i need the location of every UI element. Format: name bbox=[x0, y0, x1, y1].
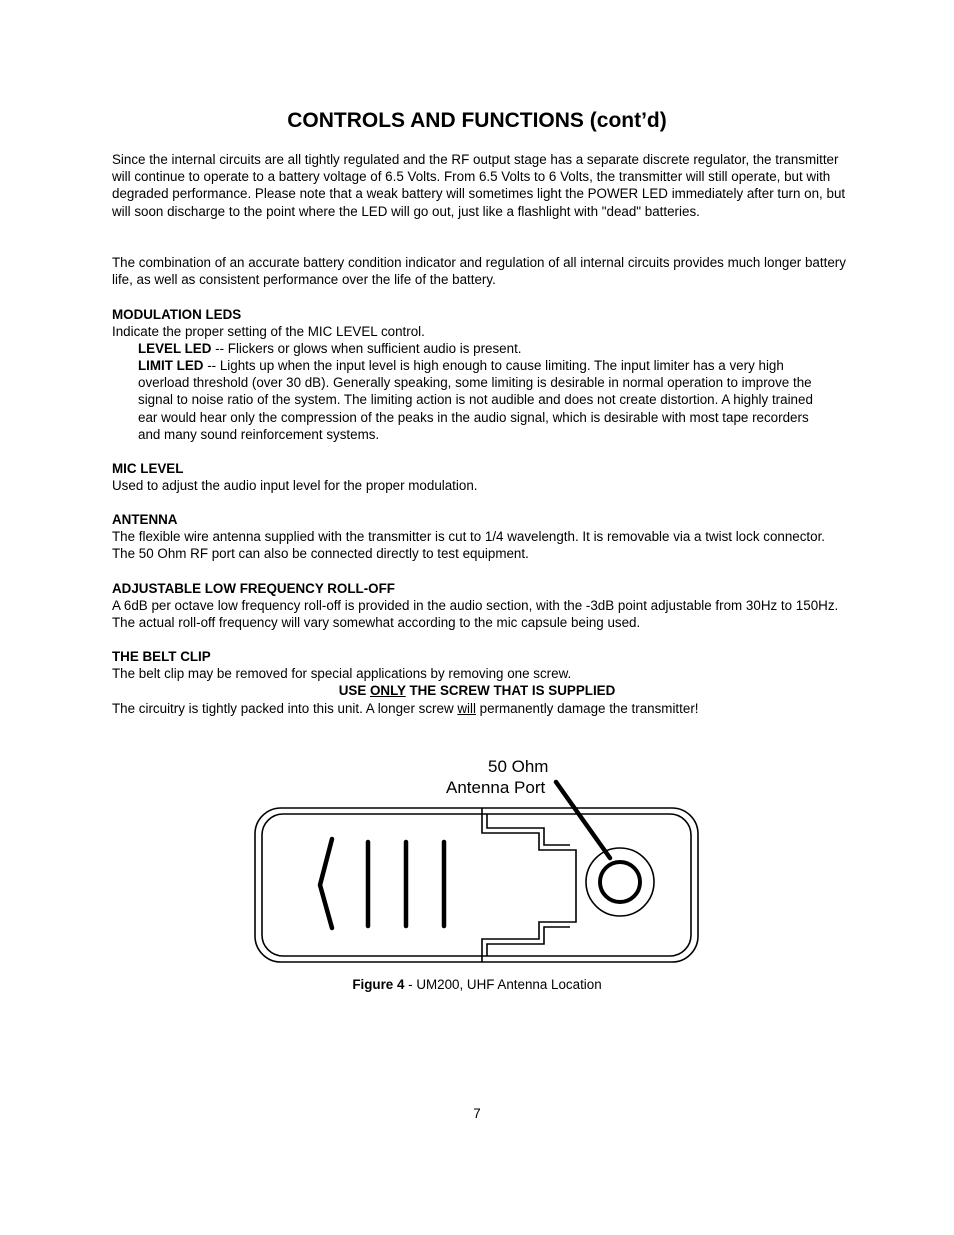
transmitter-outline-inner bbox=[262, 814, 691, 956]
antenna-heading: ANTENNA bbox=[112, 512, 178, 527]
antenna-port-label-line1: 50 Ohm bbox=[488, 757, 549, 776]
page-title: CONTROLS AND FUNCTIONS (cont’d) bbox=[287, 109, 667, 132]
clip-notch bbox=[482, 808, 576, 962]
antenna-section bbox=[112, 511, 847, 563]
antenna-port-ring bbox=[586, 848, 654, 916]
clip-notch-inner-bottom bbox=[487, 927, 570, 956]
limit-led-item bbox=[138, 357, 828, 443]
warning-post: THE SCREW THAT IS SUPPLIED bbox=[405, 683, 616, 698]
intro-paragraph-1 bbox=[112, 151, 847, 220]
limit-led-text: -- Lights up when the input level is high enough to cause limiting. The input limiter has a very high overload threshold (over 30 dB). Generally speaking, some limiting is desirable in normal operation to improve the signal to noise ratio of the system. The limiting action is not audible and does not create distortion. A highly trained ear would hear only the compression of the peaks in the audio signal, which is desirable with most tape recorders and many sound reinforcement systems. bbox=[138, 358, 813, 442]
level-led-text: -- Flickers or glows when sufficient audio is present. bbox=[211, 341, 522, 356]
warning-pre: USE bbox=[338, 683, 370, 698]
antenna-text: The flexible wire antenna supplied with the transmitter is cut to 1/4 wavelength. It is removable via a twist lock connector. The 50 Ohm RF port can also be connected directly to test equipment. bbox=[112, 529, 826, 562]
modulation-section bbox=[112, 306, 847, 340]
intro-text-2: The combination of an accurate battery condition indicator and regulation of all internal circuits provides much longer battery life, as well as consistent performance over the life of the battery. bbox=[112, 255, 846, 288]
note-pre: The circuitry is tightly packed into this unit. A longer screw bbox=[112, 701, 458, 716]
figure-caption bbox=[0, 976, 954, 993]
mic-level-section bbox=[112, 460, 847, 494]
antenna-port-icon bbox=[600, 862, 640, 902]
chevron-left-icon bbox=[320, 839, 332, 928]
mic-level-text: Used to adjust the audio input level for the proper modulation. bbox=[112, 478, 478, 494]
belt-clip-section bbox=[112, 648, 847, 682]
figure-caption-text: - UM200, UHF Antenna Location bbox=[404, 977, 602, 992]
intro-paragraph-2 bbox=[112, 254, 847, 288]
transmitter-diagram bbox=[250, 752, 710, 972]
mic-level-heading: MIC LEVEL bbox=[112, 461, 184, 476]
warning-only: ONLY bbox=[369, 683, 406, 698]
intro-text-1: Since the internal circuits are all tightly regulated and the RF output stage has a separate discrete regulator, the transmitter will continue to operate to a battery voltage of 6.5 Volts. From 6.5 Volts to 6 Volts, the transmitter will still operate, but with degraded performance. Please note that a weak battery will sometimes light the POWER LED immediately after turn on, but will soon discharge to the point where the LED will go out, just like a flashlight with "dead" batteries. bbox=[112, 152, 846, 219]
level-led-label: LEVEL LED bbox=[138, 341, 212, 356]
screw-warning bbox=[0, 682, 954, 699]
belt-clip-heading: THE BELT CLIP bbox=[112, 649, 211, 664]
rolloff-section bbox=[112, 580, 847, 632]
note-post: permanently damage the transmitter! bbox=[475, 701, 699, 716]
clip-notch-inner-top bbox=[487, 814, 570, 845]
limit-led-label: LIMIT LED bbox=[138, 358, 204, 373]
screw-note bbox=[112, 700, 847, 717]
antenna-port-label-line2: Antenna Port bbox=[446, 778, 546, 797]
modulation-heading: MODULATION LEDS bbox=[112, 307, 242, 322]
rolloff-text: A 6dB per octave low frequency roll-off is provided in the audio section, with the -3dB point adjustable from 30Hz to 150Hz. The actual roll-off frequency will vary somewhat according to the mic capsule being used. bbox=[112, 598, 839, 631]
modulation-text: Indicate the proper setting of the MIC LEVEL control. bbox=[112, 324, 425, 340]
note-will: will bbox=[457, 701, 476, 716]
rolloff-heading: ADJUSTABLE LOW FREQUENCY ROLL-OFF bbox=[112, 581, 395, 596]
page-number: 7 bbox=[473, 1106, 481, 1121]
level-led-item bbox=[138, 340, 828, 357]
antenna-port-leader-line bbox=[556, 782, 610, 858]
belt-clip-text: The belt clip may be removed for special applications by removing one screw. bbox=[112, 666, 572, 682]
figure-caption-label: Figure 4 bbox=[352, 977, 405, 992]
